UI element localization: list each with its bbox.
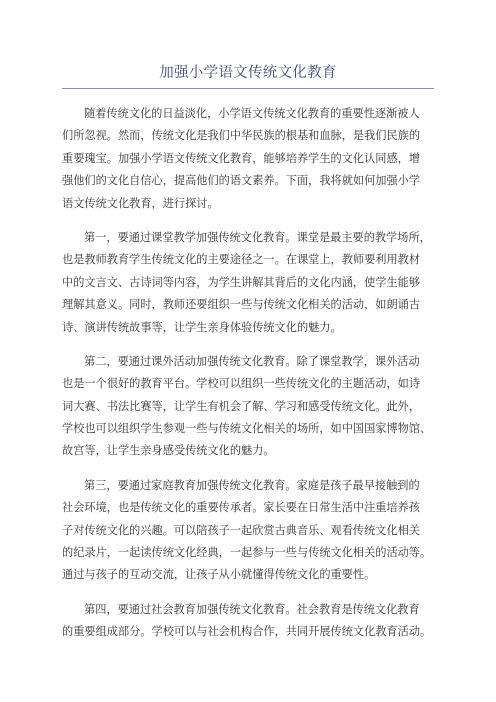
paragraph-fourth: [62, 599, 434, 644]
paragraph-line: 学校也可以组织学生参观一些与传统文化相关的场所，如中国国家博物馆、: [62, 422, 432, 436]
paragraph-intro: [62, 103, 434, 215]
paragraph-line: 社会环境，也是传统文化的重要传承者。家长要在日常生活中注重培养孩: [62, 501, 421, 515]
paragraph-line: 第三，要通过家庭教育加强传统文化教育。家庭是孩子最早接触到的: [84, 478, 420, 492]
paragraph-line: 诗、演讲传统故事等，让学生亲身体验传统文化的魅力。: [62, 320, 342, 334]
paragraph-line: 通过与孩子的互动交流，让孩子从小就懂得传统文化的重要性。: [62, 568, 376, 582]
paragraph-line: 语文传统文化教育，进行探讨。: [62, 196, 219, 210]
paragraph-line: 重要瑰宝。加强小学语文传统文化教育，能够培养学生的文化认同感，增: [62, 151, 421, 165]
document-page: [62, 0, 434, 656]
paragraph-line: 故宫等，让学生亲身感受传统文化的魅力。: [62, 444, 275, 458]
paragraph-line: 子对传统文化的兴趣。可以陪孩子一起欣赏古典音乐、观看传统文化相关: [62, 523, 421, 537]
paragraph-line: 强他们的文化自信心，提高他们的语文素养。下面，我将就如何加强小学: [62, 174, 421, 188]
paragraph-line: 也是一个很好的教育平台。学校可以组织一些传统文化的主题活动，如诗: [62, 377, 421, 391]
paragraph-line: 第二，要通过课外活动加强传统文化教育。除了课堂教学，课外活动: [84, 354, 420, 368]
paragraph-line: 也是教师教育学生传统文化的主要途径之一。在课堂上，教师要利用教材: [62, 253, 421, 267]
paragraph-line: 的重要组成部分。学校可以与社会机构合作，共同开展传统文化教育活动。: [62, 625, 432, 639]
paragraph-line: 中的文言文、古诗词等内容，为学生讲解其背后的文化内涵，使学生能够: [62, 275, 421, 289]
paragraph-line: 理解其意义。同时，教师还要组织一些与传统文化相关的活动，如朗诵古: [62, 298, 421, 312]
paragraph-line: 们所忽视。然而，传统文化是我们中华民族的根基和血脉，是我们民族的: [62, 129, 421, 143]
paragraph-line: 随着传统文化的日益淡化，小学语文传统文化教育的重要性逐渐被人: [84, 107, 420, 120]
document-title: 加强小学语文传统文化教育: [159, 65, 337, 81]
paragraph-line: 第一，要通过课堂教学加强传统文化教育。课堂是最主要的教学场所，: [84, 230, 431, 244]
paragraph-line: 第四，要通过社会教育加强传统文化教育。社会教育是传统文化教育: [84, 602, 420, 616]
title-underline: [62, 88, 434, 89]
paragraph-first: [62, 227, 434, 339]
paragraph-line: 的纪录片，一起读传统文化经典，一起参与一些与传统文化相关的活动等。: [62, 546, 432, 560]
paragraph-second: [62, 351, 434, 463]
paragraph-line: 词大赛、书法比赛等，让学生有机会了解、学习和感受传统文化。此外，: [62, 399, 421, 413]
paragraph-third: [62, 475, 434, 587]
